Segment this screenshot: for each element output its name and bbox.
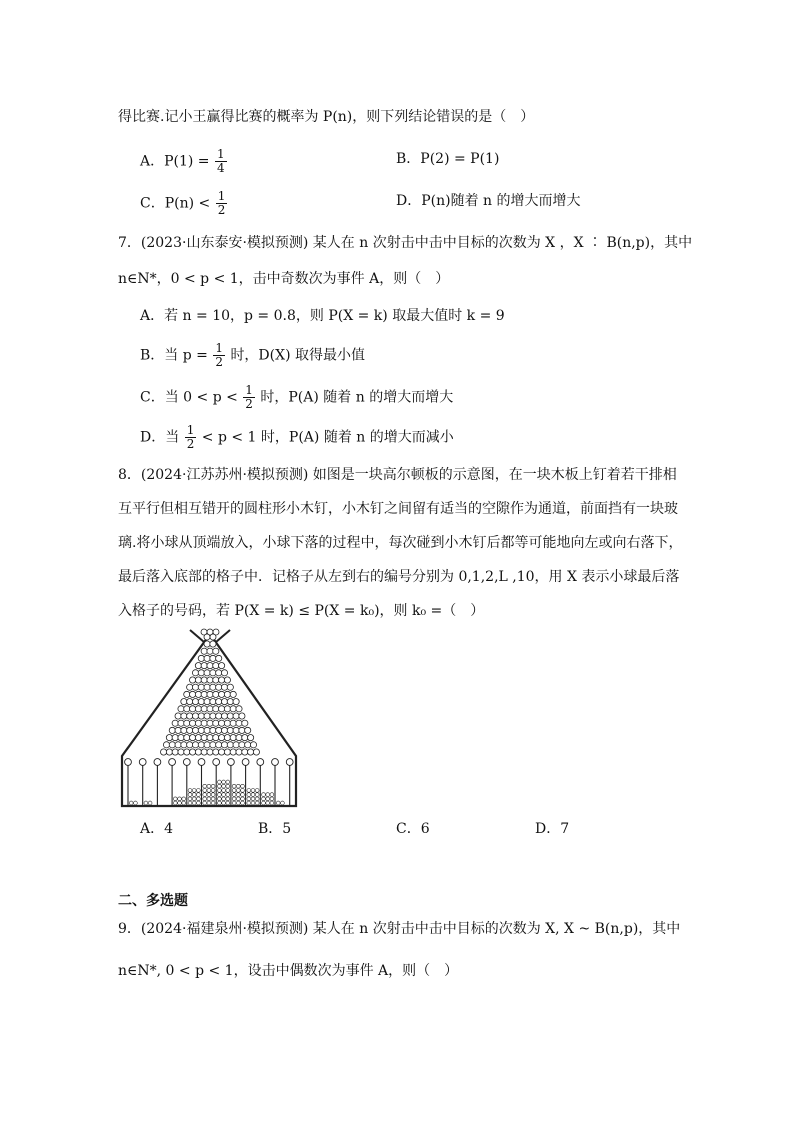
peg xyxy=(230,691,236,697)
peg xyxy=(210,670,216,676)
divider-peg xyxy=(125,759,132,766)
peg xyxy=(192,713,198,719)
slot-ball xyxy=(232,797,236,801)
peg xyxy=(227,699,233,705)
q7-stem-line-1: 7．(2023·山东泰安·模拟预测) 某人在 n 次射击中击中目标的次数为 X ，X ∶ B(n,p)，其中 xyxy=(118,235,693,251)
divider-peg xyxy=(272,759,279,766)
peg xyxy=(184,691,190,697)
peg xyxy=(233,727,239,733)
peg xyxy=(213,706,219,712)
peg xyxy=(201,735,207,741)
slot-ball xyxy=(218,801,222,805)
slot-ball xyxy=(247,797,251,801)
divider-peg xyxy=(183,759,190,766)
q8-option-d: D．7 xyxy=(535,821,570,837)
peg xyxy=(204,727,210,733)
slot-ball xyxy=(197,801,201,805)
peg xyxy=(166,749,172,755)
slot-ball xyxy=(144,801,148,805)
peg xyxy=(210,713,216,719)
q8-option-b: B．5 xyxy=(258,821,292,837)
peg xyxy=(239,713,245,719)
slot-ball xyxy=(188,797,192,801)
peg xyxy=(195,663,201,669)
slot-ball xyxy=(266,801,270,805)
peg xyxy=(236,706,242,712)
slot-ball xyxy=(226,801,230,805)
slot-ball xyxy=(236,797,240,801)
peg xyxy=(195,735,201,741)
peg xyxy=(224,691,230,697)
peg xyxy=(219,691,225,697)
peg xyxy=(178,735,184,741)
slot-ball xyxy=(207,797,211,801)
slot-ball xyxy=(270,793,274,797)
peg xyxy=(210,699,216,705)
divider-peg xyxy=(213,759,220,766)
peg xyxy=(187,699,193,705)
q6-option-c: C．P(n) < $\frac{1}{2}$ xyxy=(140,189,226,217)
peg xyxy=(175,742,181,748)
q7-d-fraction: $\frac{1}{2}$ xyxy=(186,423,195,451)
slot-ball xyxy=(148,801,152,805)
slot-ball xyxy=(203,801,207,805)
peg xyxy=(239,727,245,733)
peg xyxy=(198,742,204,748)
peg xyxy=(204,713,210,719)
slot-ball xyxy=(178,797,182,801)
peg xyxy=(198,713,204,719)
peg xyxy=(195,749,201,755)
slot-ball xyxy=(226,789,230,793)
slot-ball xyxy=(192,801,196,805)
peg xyxy=(236,720,242,726)
peg xyxy=(187,727,193,733)
peg xyxy=(213,663,219,669)
slot-ball xyxy=(266,793,270,797)
peg xyxy=(187,742,193,748)
peg xyxy=(166,735,172,741)
slot-ball xyxy=(218,789,222,793)
slot-ball xyxy=(247,793,251,797)
peg xyxy=(204,670,210,676)
slot-ball xyxy=(222,801,226,805)
peg xyxy=(195,706,201,712)
slot-ball xyxy=(129,801,133,805)
peg xyxy=(198,655,204,661)
peg xyxy=(201,720,207,726)
peg xyxy=(248,749,254,755)
q7-c-fraction: $\frac{1}{2}$ xyxy=(245,383,253,411)
divider-peg xyxy=(169,759,176,766)
q7-b-fraction: $\frac{1}{2}$ xyxy=(215,341,223,369)
slot-ball xyxy=(236,793,240,797)
slot-ball xyxy=(241,801,245,805)
peg xyxy=(190,735,196,741)
peg xyxy=(178,749,184,755)
peg xyxy=(236,749,242,755)
peg xyxy=(172,735,178,741)
peg xyxy=(184,706,190,712)
peg xyxy=(216,655,222,661)
slot-ball xyxy=(211,793,215,797)
peg xyxy=(227,742,233,748)
divider-peg xyxy=(228,759,235,766)
slot-ball xyxy=(222,789,226,793)
peg xyxy=(233,742,239,748)
slot-ball xyxy=(232,789,236,793)
slot-ball xyxy=(236,784,240,788)
peg xyxy=(224,677,230,683)
peg xyxy=(187,684,193,690)
peg xyxy=(207,677,213,683)
peg xyxy=(169,727,175,733)
slot-ball xyxy=(218,793,222,797)
slot-ball xyxy=(281,801,285,805)
q6-option-b: B．P(2) = P(1) xyxy=(396,151,500,167)
slot-ball xyxy=(211,801,215,805)
peg xyxy=(227,713,233,719)
top-ball xyxy=(204,634,210,640)
peg xyxy=(190,720,196,726)
slot-ball xyxy=(262,793,266,797)
peg xyxy=(213,677,219,683)
peg xyxy=(221,727,227,733)
peg xyxy=(242,735,248,741)
peg xyxy=(204,684,210,690)
peg xyxy=(224,720,230,726)
slot-ball xyxy=(182,797,186,801)
peg xyxy=(181,742,187,748)
slot-ball xyxy=(251,797,255,801)
peg xyxy=(219,720,225,726)
slot-ball xyxy=(188,789,192,793)
slot-ball xyxy=(270,801,274,805)
peg xyxy=(195,691,201,697)
slot-ball xyxy=(203,784,207,788)
slot-ball xyxy=(207,784,211,788)
peg xyxy=(201,648,207,654)
peg xyxy=(184,735,190,741)
slot-ball xyxy=(226,784,230,788)
peg xyxy=(201,706,207,712)
galton-board-drawing xyxy=(122,629,296,806)
peg xyxy=(178,706,184,712)
slot-ball xyxy=(203,789,207,793)
slot-ball xyxy=(222,784,226,788)
peg xyxy=(207,735,213,741)
peg xyxy=(224,749,230,755)
slot-ball xyxy=(211,789,215,793)
slot-ball xyxy=(188,793,192,797)
slot-ball xyxy=(182,801,186,805)
divider-peg xyxy=(242,759,249,766)
peg xyxy=(192,670,198,676)
slot-ball xyxy=(255,789,259,793)
peg xyxy=(192,742,198,748)
q8-stem-line-2: 互平行但相互错开的圆柱形小木钉，小木钉之间留有适当的空隙作为通道，前面挡有一块玻 xyxy=(118,501,678,517)
section-heading-multiple-choice: 二、多选题 xyxy=(118,893,188,909)
peg xyxy=(224,706,230,712)
slot-ball xyxy=(236,789,240,793)
peg xyxy=(245,727,251,733)
peg xyxy=(204,742,210,748)
peg xyxy=(210,655,216,661)
peg xyxy=(181,699,187,705)
peg xyxy=(192,727,198,733)
slot-ball xyxy=(173,801,177,805)
slot-ball xyxy=(241,789,245,793)
peg xyxy=(175,713,181,719)
slot-ball xyxy=(222,797,226,801)
peg xyxy=(227,684,233,690)
peg xyxy=(201,663,207,669)
peg xyxy=(207,749,213,755)
peg xyxy=(161,749,167,755)
slot-ball xyxy=(222,793,226,797)
q8-stem-line-3: 璃.将小球从顶端放入，小球下落的过程中，每次碰到小木钉后都等可能地向左或向右落下， xyxy=(118,535,683,551)
slot-ball xyxy=(251,793,255,797)
q9-stem-line-2: n∈N*, 0 < p < 1，设击中偶数次为事件 A，则（ ） xyxy=(118,963,459,979)
peg xyxy=(213,749,219,755)
peg xyxy=(221,713,227,719)
peg xyxy=(201,677,207,683)
peg xyxy=(216,713,222,719)
slot-ball xyxy=(241,784,245,788)
slot-ball xyxy=(241,797,245,801)
peg xyxy=(207,648,213,654)
q7-option-c: C．当 0 < p < $\frac{1}{2}$ 时，P(A) 随着 n 的增大而增大 xyxy=(140,383,454,411)
peg xyxy=(210,742,216,748)
peg xyxy=(181,713,187,719)
peg xyxy=(227,727,233,733)
slot-ball xyxy=(203,793,207,797)
slot-ball xyxy=(236,801,240,805)
q6-stem: 得比赛.记小王赢得比赛的概率为 P(n)，则下列结论错误的是（ ） xyxy=(118,109,535,125)
peg xyxy=(184,749,190,755)
peg xyxy=(204,641,210,647)
peg xyxy=(230,749,236,755)
peg xyxy=(210,684,216,690)
peg xyxy=(219,677,225,683)
slot-ball xyxy=(197,797,201,801)
slot-ball xyxy=(218,784,222,788)
peg xyxy=(216,699,222,705)
peg xyxy=(181,727,187,733)
peg xyxy=(213,648,219,654)
q8-stem-line-1: 8．(2024·江苏苏州·模拟预测) 如图是一块高尔顿板的示意图，在一块木板上钉着若干排相 xyxy=(118,467,677,483)
peg xyxy=(242,720,248,726)
slot-ball xyxy=(255,793,259,797)
peg xyxy=(198,684,204,690)
q7-stem-line-2: n∈N*，0 < p < 1，击中奇数次为事件 A，则（ ） xyxy=(118,271,450,287)
peg xyxy=(239,742,245,748)
peg xyxy=(250,742,256,748)
q7-option-d: D．当 $\frac{1}{2}$ < p < 1 时，P(A) 随着 n 的增大而减小 xyxy=(140,423,454,451)
slot-ball xyxy=(178,801,182,805)
peg xyxy=(190,677,196,683)
peg xyxy=(178,720,184,726)
slot-ball xyxy=(188,801,192,805)
peg xyxy=(219,735,225,741)
peg xyxy=(198,727,204,733)
peg xyxy=(207,706,213,712)
slot-ball xyxy=(207,793,211,797)
peg xyxy=(172,720,178,726)
slot-ball xyxy=(270,797,274,801)
peg xyxy=(213,720,219,726)
peg xyxy=(230,735,236,741)
peg xyxy=(198,670,204,676)
peg xyxy=(163,742,169,748)
slot-ball xyxy=(262,797,266,801)
peg xyxy=(169,742,175,748)
peg xyxy=(233,713,239,719)
divider-peg xyxy=(198,759,205,766)
slot-ball xyxy=(226,780,230,784)
top-ball xyxy=(210,634,216,640)
slot-ball xyxy=(232,801,236,805)
slot-ball xyxy=(192,789,196,793)
slot-ball xyxy=(211,797,215,801)
slot-ball xyxy=(226,793,230,797)
slot-ball xyxy=(251,789,255,793)
peg xyxy=(230,720,236,726)
slot-ball xyxy=(197,789,201,793)
peg xyxy=(210,641,216,647)
slot-ball xyxy=(197,793,201,797)
q8-option-a: A．4 xyxy=(140,821,174,837)
slot-ball xyxy=(192,797,196,801)
peg xyxy=(207,663,213,669)
slot-ball xyxy=(247,801,251,805)
q6-c-fraction: $\frac{1}{2}$ xyxy=(217,189,226,217)
q8-option-c: C．6 xyxy=(396,821,430,837)
peg xyxy=(216,684,222,690)
slot-ball xyxy=(232,793,236,797)
peg xyxy=(187,713,193,719)
q8-stem-line-5: 入格子的号码，若 P(X = k) ≤ P(X = k₀)，则 k₀ =（ ） xyxy=(118,603,485,619)
slot-ball xyxy=(192,793,196,797)
slot-ball xyxy=(207,801,211,805)
peg xyxy=(230,706,236,712)
peg xyxy=(213,691,219,697)
peg xyxy=(233,699,239,705)
peg xyxy=(221,742,227,748)
slot-ball xyxy=(255,797,259,801)
slot-ball xyxy=(266,797,270,801)
peg xyxy=(195,677,201,683)
peg xyxy=(216,742,222,748)
peg xyxy=(190,691,196,697)
slot-ball xyxy=(276,801,280,805)
slot-ball xyxy=(203,797,207,801)
peg xyxy=(201,691,207,697)
divider-peg xyxy=(139,759,146,766)
peg xyxy=(184,720,190,726)
peg xyxy=(198,699,204,705)
slot-ball xyxy=(255,801,259,805)
peg xyxy=(204,655,210,661)
peg xyxy=(175,727,181,733)
divider-peg xyxy=(286,759,293,766)
slot-ball xyxy=(241,793,245,797)
slot-ball xyxy=(218,797,222,801)
peg xyxy=(221,684,227,690)
slot-ball xyxy=(251,801,255,805)
galton-board-figure xyxy=(118,628,302,812)
peg xyxy=(210,727,216,733)
peg xyxy=(221,699,227,705)
peg xyxy=(190,749,196,755)
slot-ball xyxy=(222,780,226,784)
peg xyxy=(219,663,225,669)
q6-option-d: D．P(n)随着 n 的增大而增大 xyxy=(396,193,581,209)
divider-peg xyxy=(154,759,161,766)
divider-peg xyxy=(257,759,264,766)
q7-option-b: B．当 p = $\frac{1}{2}$ 时，D(X) 取得最小值 xyxy=(140,341,366,369)
slot-ball xyxy=(232,784,236,788)
peg xyxy=(172,749,178,755)
q8-stem-line-4: 最后落入底部的格子中．记格子从左到右的编号分别为 0,1,2,L ,10，用 X 表示小球最后落 xyxy=(118,569,680,585)
peg xyxy=(201,749,207,755)
peg xyxy=(236,735,242,741)
peg xyxy=(242,749,248,755)
peg xyxy=(216,670,222,676)
peg xyxy=(219,706,225,712)
slot-ball xyxy=(207,789,211,793)
peg xyxy=(204,699,210,705)
peg xyxy=(245,742,251,748)
q6-option-a: A．P(1) = $\frac{1}{4}$ xyxy=(140,147,225,175)
slot-ball xyxy=(218,780,222,784)
peg xyxy=(207,720,213,726)
q7-option-a: A．若 n = 10，p = 0.8，则 P(X = k) 取最大值时 k = 9 xyxy=(140,308,505,324)
peg xyxy=(253,749,259,755)
slot-ball xyxy=(247,789,251,793)
slot-ball xyxy=(226,797,230,801)
peg xyxy=(190,706,196,712)
slot-ball xyxy=(262,801,266,805)
peg xyxy=(248,735,254,741)
q6-a-fraction: $\frac{1}{4}$ xyxy=(217,147,225,175)
slot-ball xyxy=(211,784,215,788)
q9-stem-line-1: 9．(2024·福建泉州·模拟预测) 某人在 n 次射击中击中目标的次数为 X, X ~ B(n,p)，其中 xyxy=(118,921,681,937)
peg xyxy=(221,670,227,676)
peg xyxy=(216,727,222,733)
peg xyxy=(192,684,198,690)
peg xyxy=(219,749,225,755)
peg xyxy=(213,735,219,741)
peg xyxy=(195,720,201,726)
slot-ball xyxy=(134,801,138,805)
slot-ball xyxy=(173,797,177,801)
peg xyxy=(192,699,198,705)
peg xyxy=(224,735,230,741)
peg xyxy=(207,691,213,697)
